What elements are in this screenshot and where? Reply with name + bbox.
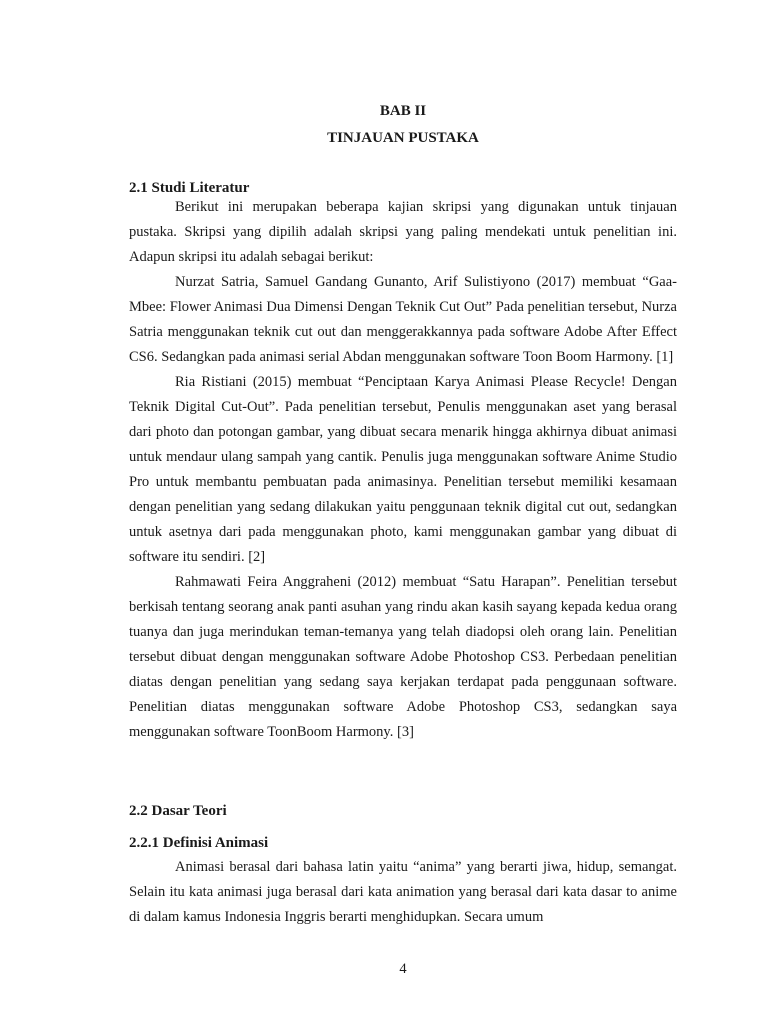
section-heading-2-2-1: 2.2.1 Definisi Animasi [129,835,269,851]
chapter-number: BAB II [379,103,427,119]
section-body-2-2-1 [129,855,677,930]
paragraph-intro: Berikut ini merupakan beberapa kajian skripsi yang digunakan untuk tinjauan pustaka. Skripsi yang dipilih adalah skripsi yang paling mendekati untuk penelitian ini. Adapun skripsi itu adalah sebagai berikut: [129,199,677,265]
paragraph-review-1: Nurzat Satria, Samuel Gandang Gunanto, Arif Sulistiyono (2017) membuat “Gaa-Mbee: Flower Animasi Dua Dimensi Dengan Teknik Cut Out” Pada penelitian tersebut, Nurza Satria menggunakan teknik cut out dan menggerakkannya pada software Adobe After Effect CS6. Sedangkan pada animasi serial Abdan menggunakan software Toon Boom Harmony. [1] [129,274,677,365]
page-number: 4 [399,961,407,977]
paragraph-review-2: Ria Ristiani (2015) membuat “Penciptaan Karya Animasi Please Recycle! Dengan Teknik Digital Cut-Out”. Pada penelitian tersebut, Penulis menggunakan aset yang berasal dari photo dan potongan gambar, yang dibuat secara menarik hingga akhirnya dibuat animasi untuk mendaur ulang sampah yang cantik. Penulis juga menggunakan software Anime Studio Pro untuk membantu pembuatan pada animasinya. Penelitian tersebut memiliki kesamaan dengan penelitian yang sedang dilakukan yaitu penggunaan teknik digital cut out, sedangkan untuk asetnya dari pada menggunakan photo, kami menggunakan gambar yang dibuat di software itu sendiri. [2] [129,374,677,565]
section-heading-2-2: 2.2 Dasar Teori [129,803,227,819]
chapter-title: TINJAUAN PUSTAKA [327,130,479,146]
section-body-2-1 [129,195,677,745]
paragraph-definition: Animasi berasal dari bahasa latin yaitu “anima” yang berarti jiwa, hidup, semangat. Selain itu kata animasi juga berasal dari kata animation yang berasal dari kata dasar to anime di dalam kamus Indonesia Inggris berarti menghidupkan. Secara umum [129,859,677,925]
section-heading-2-1: 2.1 Studi Literatur [129,180,250,196]
paragraph-review-3: Rahmawati Feira Anggraheni (2012) membuat “Satu Harapan”. Penelitian tersebut berkisah tentang seorang anak panti asuhan yang rindu akan kasih sayang kepada kedua orang tuanya dan juga merindukan teman-temanya yang telah diadopsi oleh orang lain. Penelitian tersebut dibuat dengan menggunakan software Adobe Photoshop CS3. Perbedaan penelitian diatas dengan penelitian yang sedang saya kerjakan terdapat pada penggunaan software. Penelitian diatas menggunakan software Adobe Photoshop CS3, sedangkan saya menggunakan software ToonBoom Harmony. [3] [129,574,677,740]
